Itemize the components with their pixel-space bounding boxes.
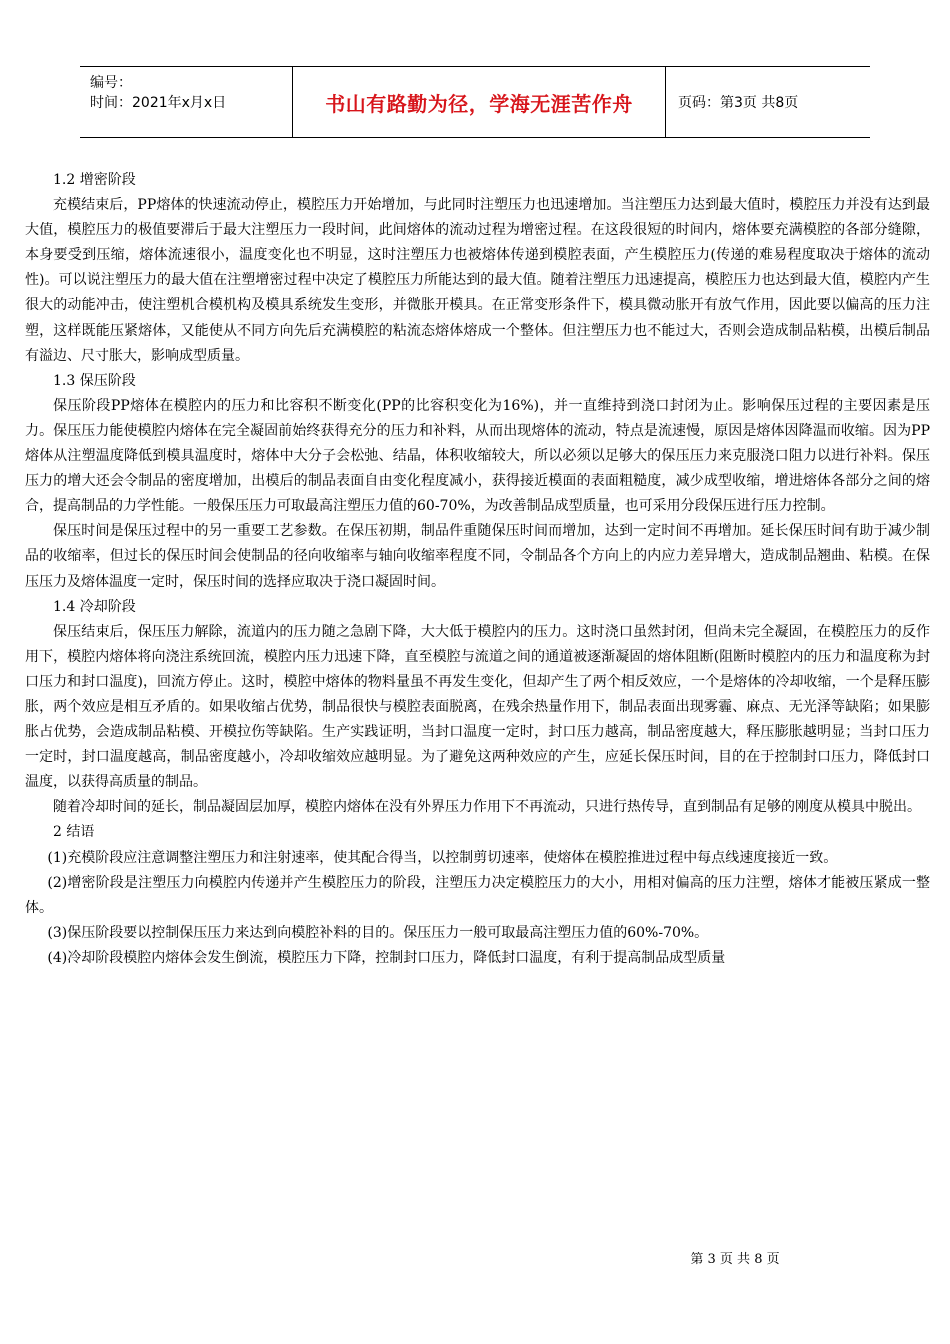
section-heading: 1.2 增密阶段 [53,172,136,188]
page-header [80,66,870,138]
body-paragraph: 充模结束后，PP熔体的快速流动停止，模腔压力开始增加，与此同时注塑压力也迅速增加。当注塑压力达到最大值时，模腔压力并没有达到最大值，模腔压力的极值要滞后于最大注塑压力一段时间，此间熔体的流动过程为增密过程。在这段很短的时间内，熔体要充满模腔的各部分缝隙，本身要受到压缩，熔体流速很小，温度变化也不明显，这时注塑压力也被熔体传递到模腔表面，产生模腔压力(传递的难易程度取决于熔体的流动性)。可以说注塑压力的最大值在注塑增密过程中决定了模腔压力所能达到的最大值。随着注塑压力迅速提高，模腔压力也达到最大值，模腔内产生很大的动能冲击，使注塑机合模机构及模具系统发生变形，并微胀开模具。在正常变形条件下，模具微动胀开有放气作用，因此要以偏高的压力注塑，这样既能压紧熔体，又能使从不同方向先后充满模腔的粘流态熔体熔成一个整体。但注塑压力也不能过大，否则会造成制品粘模，出模后制品有溢边、尺寸胀大，影响成型质量。 [25,197,930,364]
header-page-number: 页码：第3页 共8页 [678,95,799,111]
section-heading: 1.4 冷却阶段 [53,598,136,615]
conclusion-item: (2)增密阶段是注塑压力向模腔内传递并产生模腔压力的阶段，注塑压力决定模腔压力的大小，用相对偏高的压力注塑，熔体才能被压紧成一整体。 [25,874,930,916]
body-paragraph: 保压阶段PP熔体在模腔内的压力和比容积不断变化(PP的比容积变化为16%)，并一直维持到浇口封闭为止。影响保压过程的主要因素是压力。保压压力能使模腔内熔体在完全凝固前始终获得充分的压力和补料，从而出现熔体的流动，特点是流速慢，原因是熔体因降温而收缩。因为PP熔体从注塑温度降低到模具温度时，熔体中大分子会松弛、结晶，体积收缩较大，所以必须以足够大的保压压力来克服浇口阻力以进行补料。保压压力的增大还会令制品的密度增加，出模后的制品表面自由变化程度减小，获得接近模面的表面粗糙度，减少成型收缩，增进熔体各部分之间的熔合，提高制品的力学性能。一般保压压力可取最高注塑压力值的60-70%，为改善制品成型质量，也可采用分段保压进行压力控制。 [25,397,930,515]
section-heading: 1.3 保压阶段 [53,372,136,389]
section-heading: 2 结语 [53,824,95,841]
conclusion-item: (1)充模阶段应注意调整注塑压力和注射速率，使其配合得当，以控制剪切速率，使熔体在模腔推进过程中每点线速度接近一致。 [47,849,838,866]
page-footer: 第 3 页 共 8 页 [690,1252,780,1267]
document-time: 时间：2021年x月x日 [90,95,227,111]
body-paragraph: 保压时间是保压过程中的另一重要工艺参数。在保压初期，制品件重随保压时间而增加，达到一定时间不再增加。延长保压时间有助于减少制品的收缩率，但过长的保压时间会使制品的径向收缩率与轴向收缩率程度不同，令制品各个方向上的内应力差异增大，造成制品翘曲、粘模。在保压压力及熔体温度一定时，保压时间的选择应取决于浇口凝固时间。 [25,523,930,590]
document-number: 编号： [90,75,132,91]
header-slogan: 书山有路勤为径，学海无涯苦作舟 [292,67,666,137]
conclusion-item: (4)冷却阶段模腔内熔体会发生倒流，模腔压力下降，控制封口压力，降低封口温度，有利于提高制品成型质量 [47,949,726,966]
document-body [25,168,930,971]
body-paragraph: 保压结束后，保压压力解除，流道内的压力随之急剧下降，大大低于模腔内的压力。这时浇口虽然封闭，但尚未完全凝固，在模腔压力的反作用下，模腔内熔体将向浇注系统回流，模腔内压力迅速下降，直至模腔与流道之间的通道被逐渐凝固的熔体阻断(阻断时模腔内的压力和温度称为封口压力和封口温度)，回流方停止。这时，模腔中熔体的物料量虽不再发生变化，但却产生了两个相反效应，一个是熔体的冷却收缩，一个是释压膨胀，两个效应是相互矛盾的。如果收缩占优势，制品很快与模腔表面脱离，在残余热量作用下，制品表面出现雾霾、麻点、无光泽等缺陷；如果膨胀占优势，会造成制品粘模、开模拉伤等缺陷。生产实践证明，当封口温度一定时，封口压力越高，制品密度越大，释压膨胀越明显；当封口压力一定时，封口温度越高，制品密度越小，冷却收缩效应越明显。为了避免这两种效应的产生，应延长保压时间，目的在于控制封口压力，降低封口温度，以获得高质量的制品。 [25,623,930,791]
conclusion-item: (3)保压阶段要以控制保压压力来达到向模腔补料的目的。保压压力一般可取最高注塑压力值的60%-70%。 [47,924,709,941]
header-meta [80,67,292,137]
body-paragraph: 随着冷却时间的延长，制品凝固层加厚，模腔内熔体在没有外界压力作用下不再流动，只进行热传导，直到制品有足够的刚度从模具中脱出。 [53,799,921,816]
